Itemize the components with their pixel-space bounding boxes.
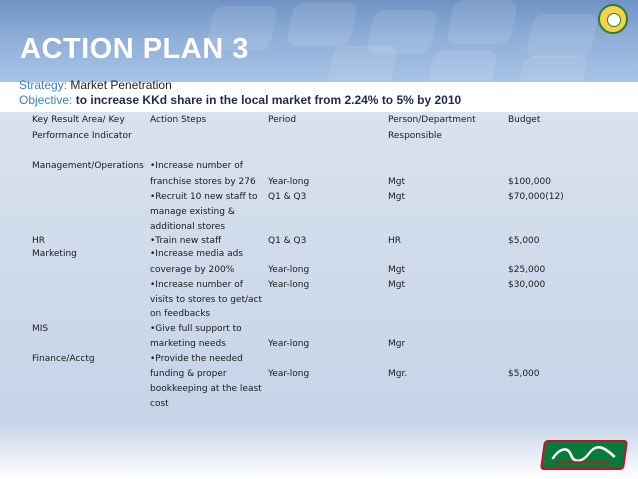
person-cell: Mgr — [388, 339, 406, 349]
period-cell: Year-long — [268, 177, 310, 187]
official-seal-icon — [598, 4, 628, 34]
background-tile — [325, 46, 398, 82]
header-kra: Performance Indicator — [32, 131, 132, 141]
logo-script-icon — [548, 445, 621, 465]
action-step-line: additional stores — [150, 222, 226, 232]
action-step-line: funding & proper — [150, 369, 227, 379]
period-cell: Year-long — [268, 280, 310, 290]
person-cell: Mgt — [388, 192, 406, 202]
action-step-line: •Increase media ads — [150, 249, 244, 259]
action-step-line: •Increase number of — [150, 280, 243, 290]
budget-cell: $70,000(12) — [508, 192, 564, 202]
slide-title: ACTION PLAN 3 — [20, 33, 249, 65]
action-step-line: •Give full support to — [150, 324, 242, 334]
objective-value: to increase KKd share in the local market from 2.24% to 5% by 2010 — [75, 93, 462, 107]
header-budget: Budget — [508, 115, 541, 125]
background-tile — [445, 0, 518, 44]
strategy-line — [19, 78, 461, 93]
header-period: Period — [268, 115, 297, 125]
kra-cell: HR — [32, 236, 46, 246]
strategy-objective-block — [19, 78, 461, 108]
strategy-value: Market Penetration — [70, 78, 172, 92]
person-cell: HR — [388, 236, 402, 246]
background-tile — [515, 56, 588, 82]
action-step-line: coverage by 200% — [150, 265, 235, 275]
header-person: Responsible — [388, 131, 442, 141]
action-step-line: •Increase number of — [150, 161, 243, 171]
budget-cell: $100,000 — [508, 177, 551, 187]
action-step-line: bookkeeping at the least — [150, 384, 262, 394]
strategy-label: Strategy: — [19, 78, 68, 92]
background-tile — [525, 14, 598, 58]
action-step-line: franchise stores by 276 — [150, 177, 256, 187]
person-cell: Mgt — [388, 177, 406, 187]
period-cell: Year-long — [268, 369, 310, 379]
budget-cell: $5,000 — [508, 236, 540, 246]
header-banner — [0, 0, 638, 82]
header-action-steps: Action Steps — [150, 115, 207, 125]
header-kra: Key Result Area/ Key — [32, 115, 125, 125]
kra-cell: MIS — [32, 324, 49, 334]
background-tile — [285, 2, 358, 46]
person-cell: Mgt — [388, 265, 406, 275]
action-step-line: visits to stores to get/act — [150, 295, 263, 305]
person-cell: Mgr. — [388, 369, 408, 379]
action-step-line: marketing needs — [150, 339, 226, 349]
budget-cell: $5,000 — [508, 369, 540, 379]
kra-cell: Marketing — [32, 249, 77, 259]
action-step-line: manage existing & — [150, 207, 235, 217]
kra-cell: Finance/Acctg — [32, 354, 95, 364]
header-person: Person/Department — [388, 115, 476, 125]
objective-line — [19, 93, 461, 108]
period-cell: Year-long — [268, 265, 310, 275]
doughnut-brand-logo — [540, 440, 628, 470]
period-cell: Q1 & Q3 — [268, 236, 307, 246]
objective-label: Objective: — [19, 93, 73, 107]
person-cell: Mgt — [388, 280, 406, 290]
kra-cell: Management/Operations — [32, 161, 144, 171]
action-step-line: •Recruit 10 new staff to — [150, 192, 258, 202]
action-step-line: on feedbacks — [150, 309, 211, 319]
period-cell: Year-long — [268, 339, 310, 349]
budget-cell: $30,000 — [508, 280, 546, 290]
action-step-line: •Train new staff — [150, 236, 222, 246]
budget-cell: $25,000 — [508, 265, 546, 275]
action-step-line: •Provide the needed — [150, 354, 243, 364]
action-step-line: cost — [150, 399, 169, 409]
period-cell: Q1 & Q3 — [268, 192, 307, 202]
